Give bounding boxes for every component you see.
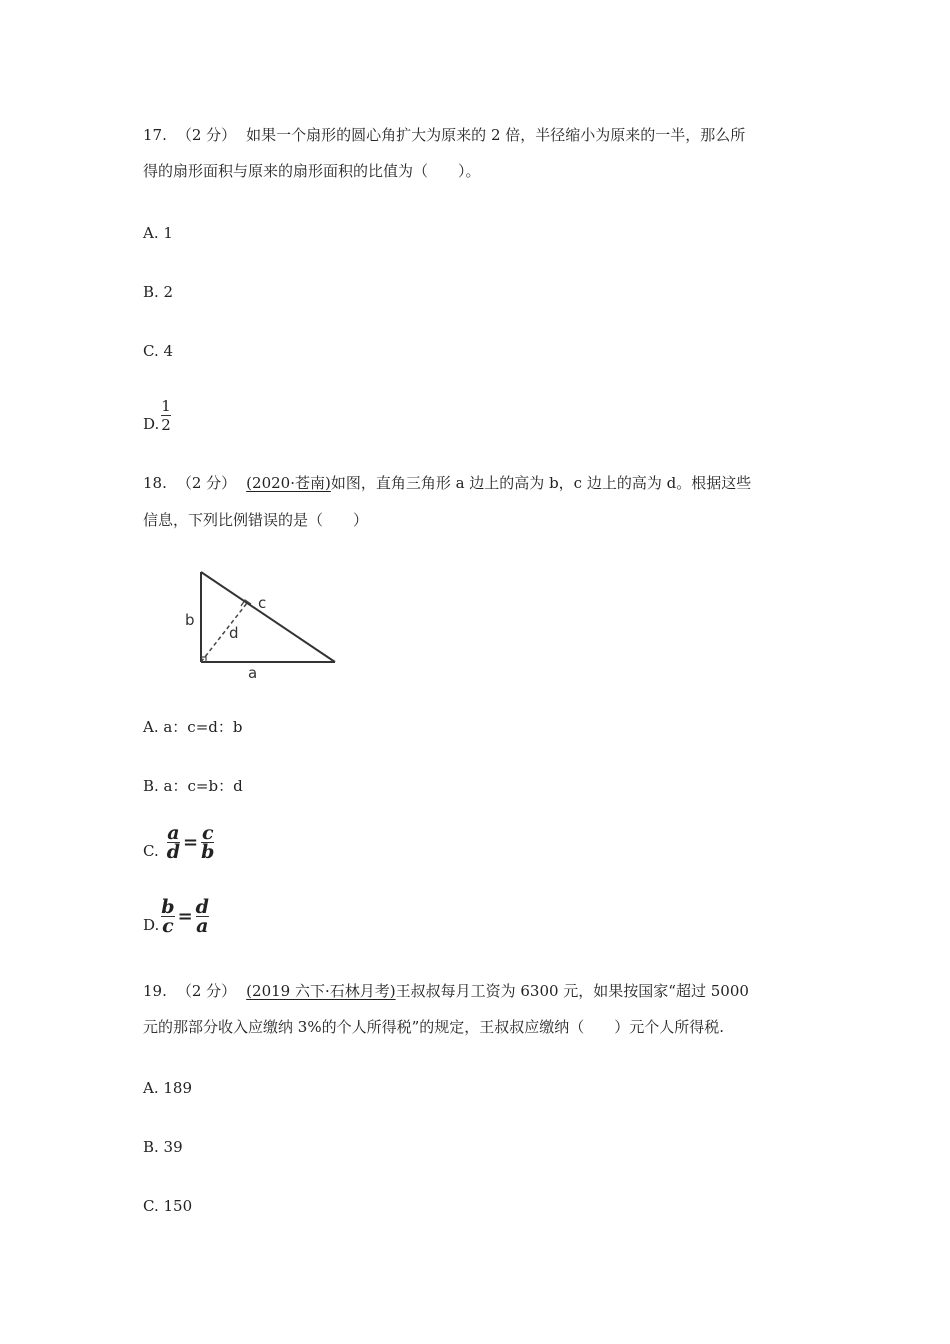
q18-option-d [143, 896, 209, 937]
fraction-denominator: a [196, 915, 209, 937]
fraction-numerator: 1 [161, 397, 171, 415]
fraction-left [161, 896, 175, 937]
question-score: （2 分） [176, 474, 237, 492]
equals-sign: = [177, 906, 193, 927]
question-score: （2 分） [176, 982, 237, 1000]
question-18-line-2: 信息，下列比例错误的是（ ） [143, 511, 369, 529]
label-c: c [258, 594, 267, 612]
question-text: 王叔叔每月工资为 6300 元，如果按国家“超过 5000 [395, 982, 749, 1000]
question-source: (2020·苍南) [246, 474, 331, 492]
fraction-numerator: d [195, 896, 209, 918]
question-19-line-2: 元的那部分收入应缴纳 3%的个人所得税”的规定，王叔叔应缴纳（ ）元个人所得税. [143, 1018, 725, 1036]
fraction-denominator: 2 [161, 416, 171, 434]
right-triangle-figure [180, 566, 345, 684]
fraction-numerator: c [201, 822, 214, 844]
fraction-right [195, 896, 209, 937]
fraction-denominator: b [201, 841, 215, 863]
option-label: D. [143, 415, 160, 433]
question-number: 19. [143, 982, 167, 1000]
question-17-line-1 [143, 125, 745, 145]
fraction-denominator: c [162, 915, 174, 937]
question-18-line-1 [143, 473, 751, 493]
q19-option-a: A. 189 [143, 1079, 192, 1097]
q19-option-c: C. 150 [143, 1197, 193, 1215]
label-a: a [248, 664, 258, 682]
equals-sign: = [183, 832, 199, 853]
q18-option-a: A. a：c=d：b [143, 718, 243, 736]
question-17-line-2: 得的扇形面积与原来的扇形面积的比值为（ ）。 [143, 162, 481, 180]
q19-option-b: B. 39 [143, 1138, 183, 1156]
question-number: 18. [143, 474, 167, 492]
q17-option-a: A. 1 [143, 224, 173, 242]
q17-option-b: B. 2 [143, 283, 174, 301]
fraction-left [166, 822, 181, 863]
q18-option-b: B. a：c=b：d [143, 777, 243, 795]
triangle-side-c [201, 572, 335, 662]
q17-option-d [143, 398, 171, 433]
label-b: b [185, 611, 195, 629]
question-source: (2019 六下·石林月考) [246, 982, 396, 1000]
question-19-line-1 [143, 981, 749, 1001]
question-text: 如图，直角三角形 a 边上的高为 b，c 边上的高为 d。根据这些 [330, 474, 752, 492]
fraction-denominator: d [166, 841, 181, 863]
question-score: （2 分） [176, 126, 237, 144]
fraction-right [201, 822, 215, 863]
option-label: D. [143, 916, 160, 934]
q18-option-c [143, 822, 215, 863]
q17-option-c: C. 4 [143, 342, 174, 360]
option-label: C. [143, 842, 159, 860]
fraction-numerator: a [167, 822, 180, 844]
fraction [161, 398, 171, 433]
fraction-numerator: b [161, 896, 175, 918]
label-d: d [229, 624, 239, 642]
question-number: 17. [143, 126, 167, 144]
question-text: 如果一个扇形的圆心角扩大为原来的 2 倍，半径缩小为原来的一半，那么所 [246, 126, 746, 144]
height-d-dashed [201, 603, 247, 662]
